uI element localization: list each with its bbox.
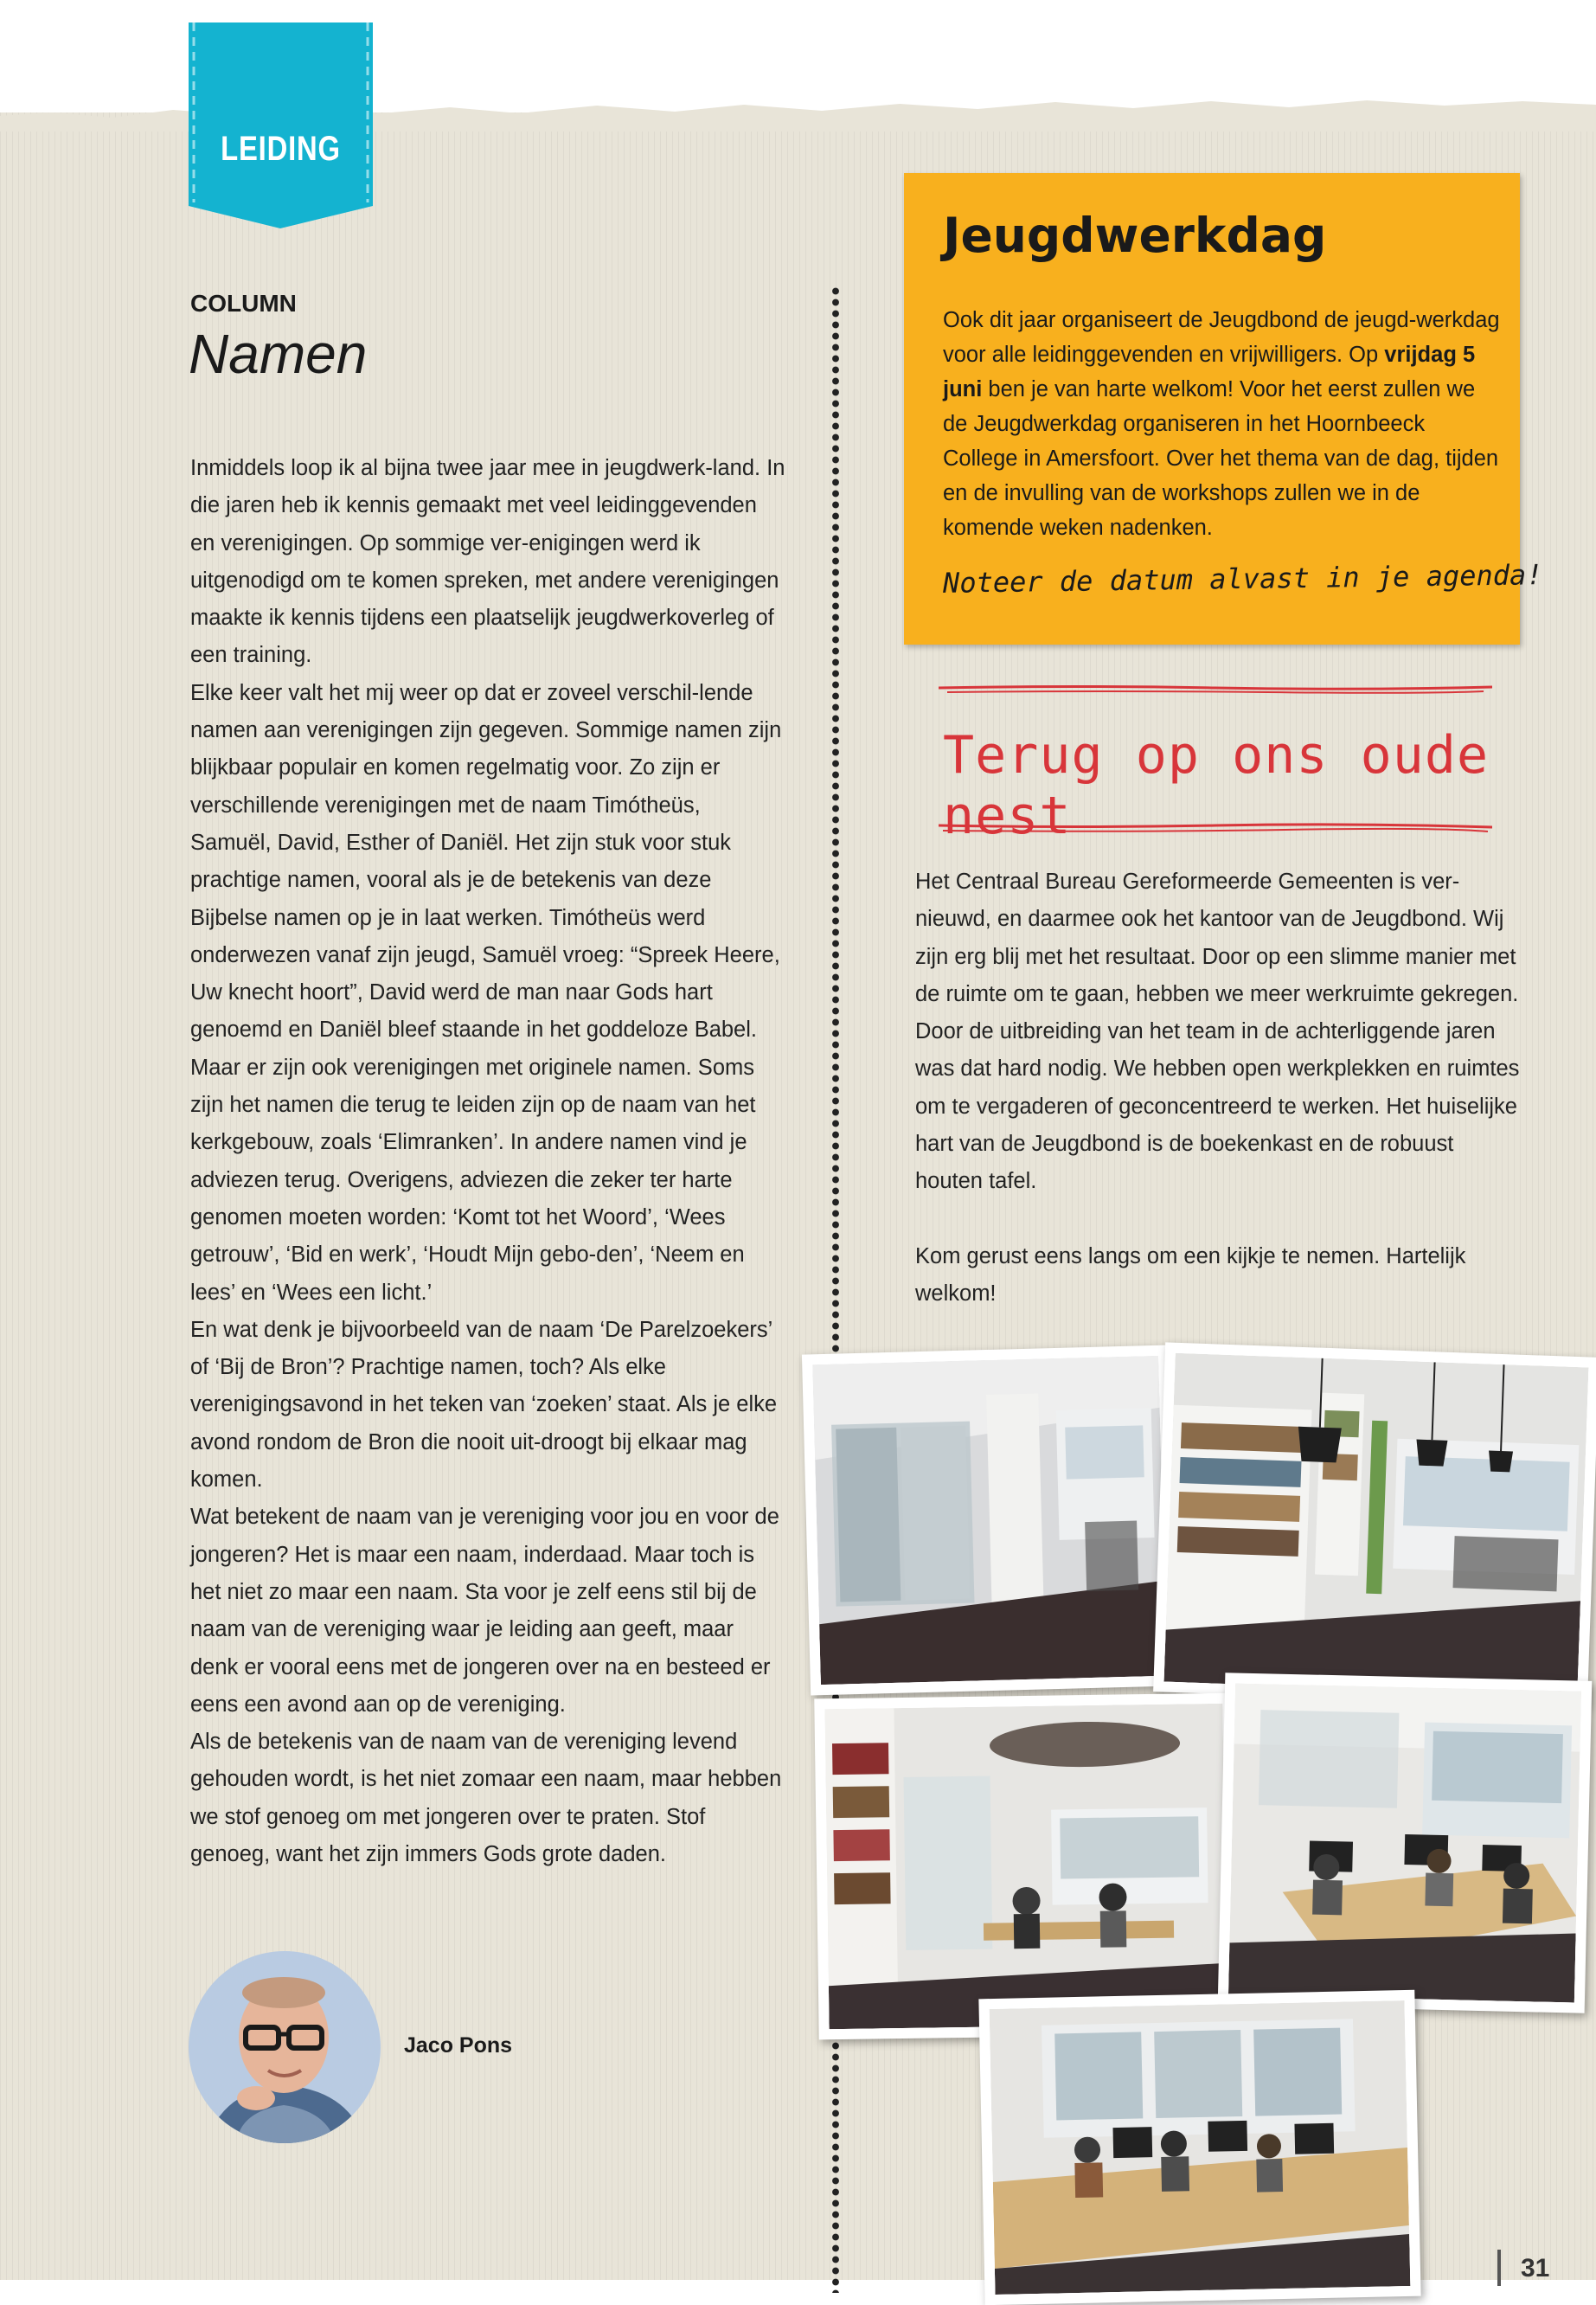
column-paragraph: Maar er zijn ook verenigingen met originele namen. Soms zijn het namen die terug te leiden zijn op de naam van het kerkgebouw, zoals ‘Elimranken’. In andere namen vind je adviezen terug. Overigens, adviezen die zeker ter harte genomen moeten worden: ‘Komt tot het Woord’, ‘Wees getrouw’, ‘Bid en werk’, ‘Houdt Mijn gebo-den’, ‘Neem en lees’ en ‘Wees een licht.’ — [190, 1055, 756, 1305]
red-rule-bottom — [939, 822, 1492, 834]
office-photo-workspace — [1218, 1673, 1593, 2013]
red-rule-top — [939, 684, 1492, 696]
column-paragraph: En wat denk je bijvoorbeeld van de naam ‘De Parelzoekers’ of ‘Bij de Bron’? Prachtige namen, toch? Als elke verenigingsavond in het teken van ‘zoeken’ staat. Als je elke avond rondom de Bron die nooit uit-droogt bij elkaar mag komen. — [190, 1317, 778, 1493]
event-date: vrijdag 5 juni — [943, 343, 1476, 401]
author-avatar — [189, 1951, 381, 2143]
column-paragraph: Inmiddels loop ik al bijna twee jaar mee in jeugdwerk-land. In die jaren heb ik kennis gemaakt met veel leidinggevenden en verenigingen. Op sommige ver-enigingen werd ik uitgenodigd om te komen spreken, met andere verenigingen maakte ik kennis tijdens een plaatselijk jeugdwerkoverleg of een training. — [190, 456, 785, 668]
section-ribbon — [189, 22, 373, 228]
nest-body — [915, 864, 1521, 1313]
column-paragraph: Elke keer valt het mij weer op dat er zoveel verschil-lende namen aan verenigingen zijn gegeven. Sommige namen zijn blijkbaar populair en komen regelmatig voor. Zo zijn er verschillende verenigingen met de naam Timótheüs, Samuël, David, Esther of Daniël. Het zijn stuk voor stuk prachtige namen, vooral als je de betekenis van deze Bijbelse namen op je in laat werken. Timótheüs werd onderwezen vanaf zijn jeugd, Samuël vroeg: “Spreek Heere, Uw knecht hoort”, David werd de man naar Gods hart genoemd en Daniël bleef staande in het goddeloze Babel. — [190, 680, 782, 1043]
office-photo-bookshelf — [1153, 1342, 1596, 1706]
column-paragraph: Wat betekent de naam van je vereniging voor jou en voor de jongeren? Het is maar een naam, inderdaad. Maar toch is het niet zo maar een naam. Sta voor je zelf eens stil bij de naam van de vereniging waar je leiding aan geeft, maar denk er vooral eens met de jongeren over na en besteed er eens een avond aan op de vereniging. — [190, 1505, 779, 1717]
jeugdwerkdag-handwritten-note: Noteer de datum alvast in je agenda! — [942, 558, 1543, 600]
nest-paragraph: Kom gerust eens langs om een kijkje te nemen. Hartelijk welkom! — [915, 1243, 1466, 1306]
column-paragraph: Als de betekenis van de naam van de vereniging levend gehouden wordt, is het niet zomaar een naam, maar hebben we stof genoeg om met jongeren over te praten. Stof genoeg, want het zijn immers Gods grote daden. — [190, 1730, 782, 1866]
page-number-bar — [1497, 2250, 1501, 2286]
column-title: Namen — [189, 323, 368, 385]
office-photo-desks — [978, 1990, 1420, 2305]
column-kicker: COLUMN — [190, 290, 297, 317]
nest-title: Terug op ons oude nest — [943, 725, 1490, 846]
body-text: Ook dit jaar organiseert de Jeugdbond de jeugd-werkdag voor alle leidinggevenden en vrijwilligers. Op — [943, 308, 1500, 367]
body-text: ben je van harte welkom! Voor het eerst zullen we de Jeugdwerkdag organiseren in het Hoornbeeck College in Amersfoort. Over het thema van de dag, tijden en de invulling van de workshops zullen we in de komende weken nadenken. — [943, 377, 1499, 540]
section-label: LEIDING — [221, 130, 341, 168]
office-photo-corridor — [802, 1345, 1177, 1696]
column-body — [190, 450, 787, 1873]
nest-paragraph: Het Centraal Bureau Gereformeerde Gemeenten is ver-nieuwd, en daarmee ook het kantoor van de Jeugdbond. Wij zijn erg blij met het resultaat. Door op een slimme manier met de ruimte om te gaan, hebben we meer werkruimte gekregen. Door de uitbreiding van het team in de achterliggende jaren was dat hard nodig. We hebben open werkplekken en ruimtes om te vergaderen of geconcentreerd te werken. Het huiselijke hart van de Jeugdbond is de boekenkast en de robuust houten tafel. — [915, 870, 1520, 1194]
author-name: Jaco Pons — [404, 2033, 513, 2058]
office-photo-meeting-room — [814, 1693, 1237, 2040]
jeugdwerkdag-body — [943, 303, 1505, 545]
jeugdwerkdag-title: Jeugdwerkdag — [943, 208, 1327, 263]
page-number: 31 — [1521, 2254, 1550, 2283]
